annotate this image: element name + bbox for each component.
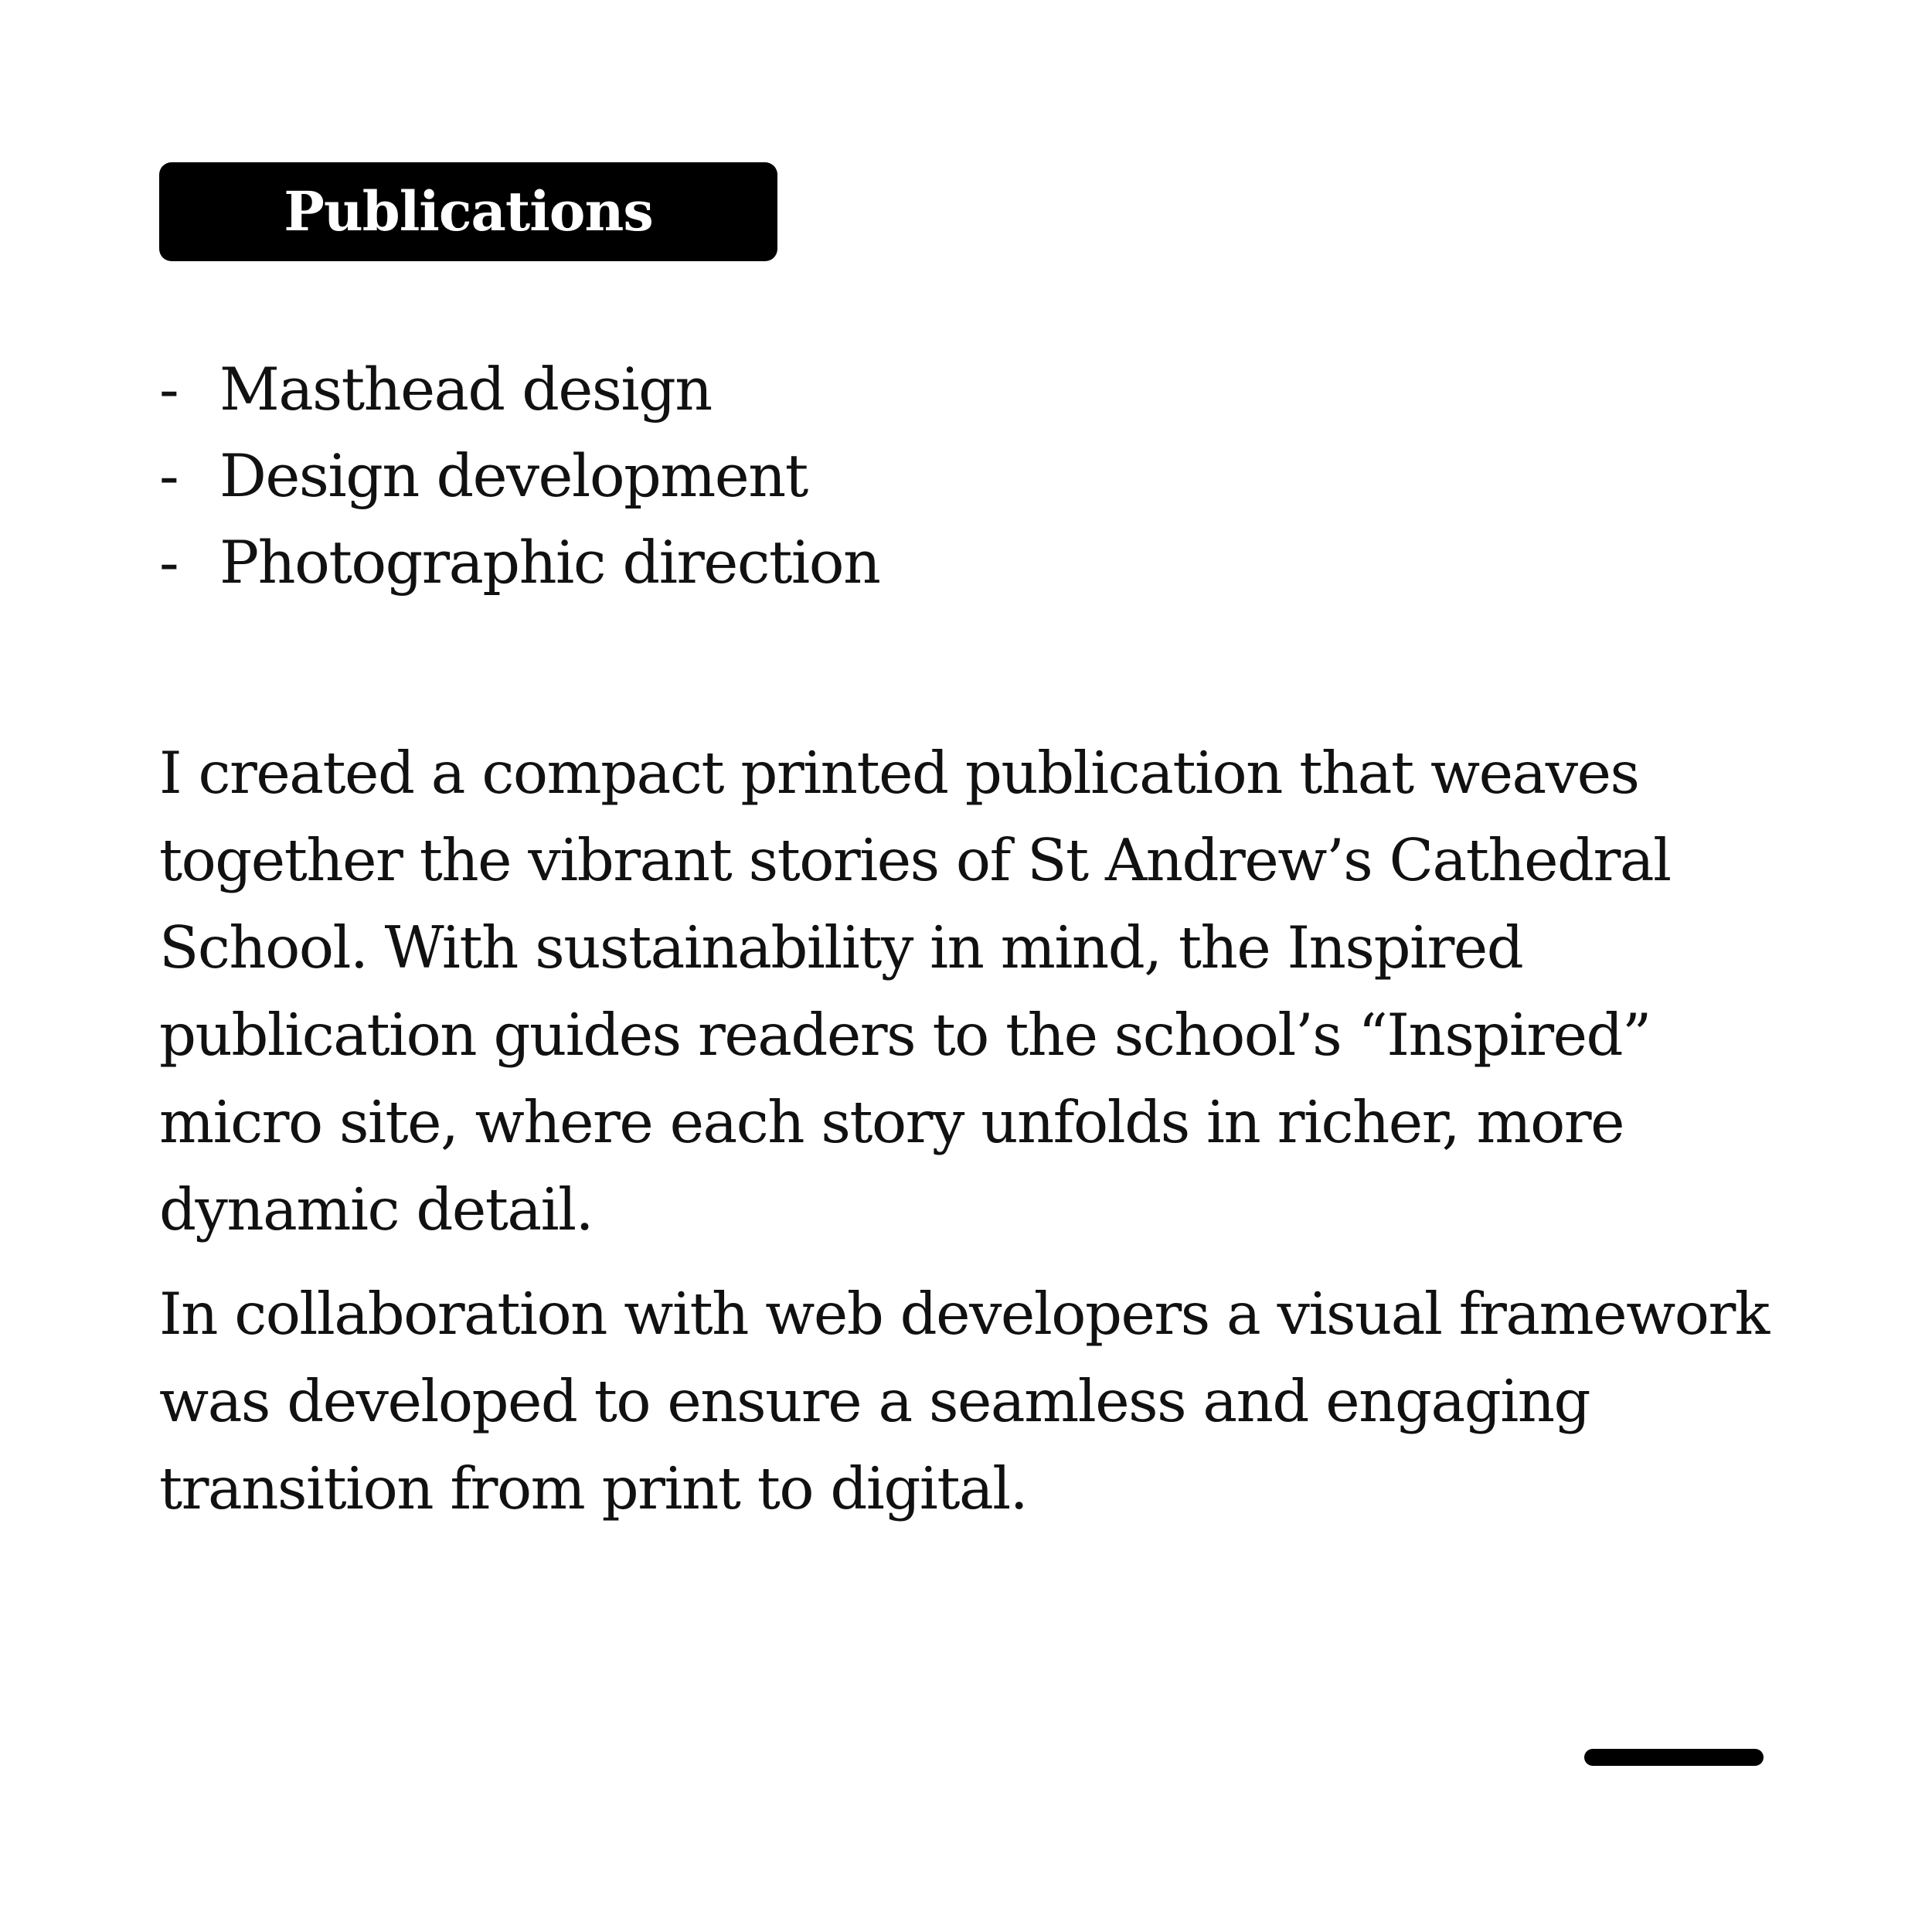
list-item <box>159 519 879 606</box>
body-paragraph: I created a compact printed publication that weaves together the vibrant stories of St Andrew’s Cathedral School. With sustainability in mind, the Inspired publication guides readers to the school’s “Inspired” micro site, where each story unfolds in richer, more dynamic detail. <box>159 739 1671 1243</box>
list-bullet: - <box>159 355 179 423</box>
body-copy <box>159 730 1821 1549</box>
section-tag-label: Publications <box>284 179 653 243</box>
services-list <box>159 346 879 606</box>
list-item-label: Photographic direction <box>219 528 880 597</box>
list-item <box>159 433 879 519</box>
list-item <box>159 346 879 433</box>
body-paragraph: In collaboration with web developers a visual framework was developed to ensure a seamless and engaging transition from print to digital. <box>159 1280 1769 1522</box>
list-item-label: Design development <box>219 441 808 510</box>
decorative-rule <box>1584 1749 1764 1766</box>
section-tag <box>159 162 777 261</box>
list-bullet: - <box>159 441 179 510</box>
list-bullet: - <box>159 528 179 597</box>
list-item-label: Masthead design <box>219 355 712 423</box>
